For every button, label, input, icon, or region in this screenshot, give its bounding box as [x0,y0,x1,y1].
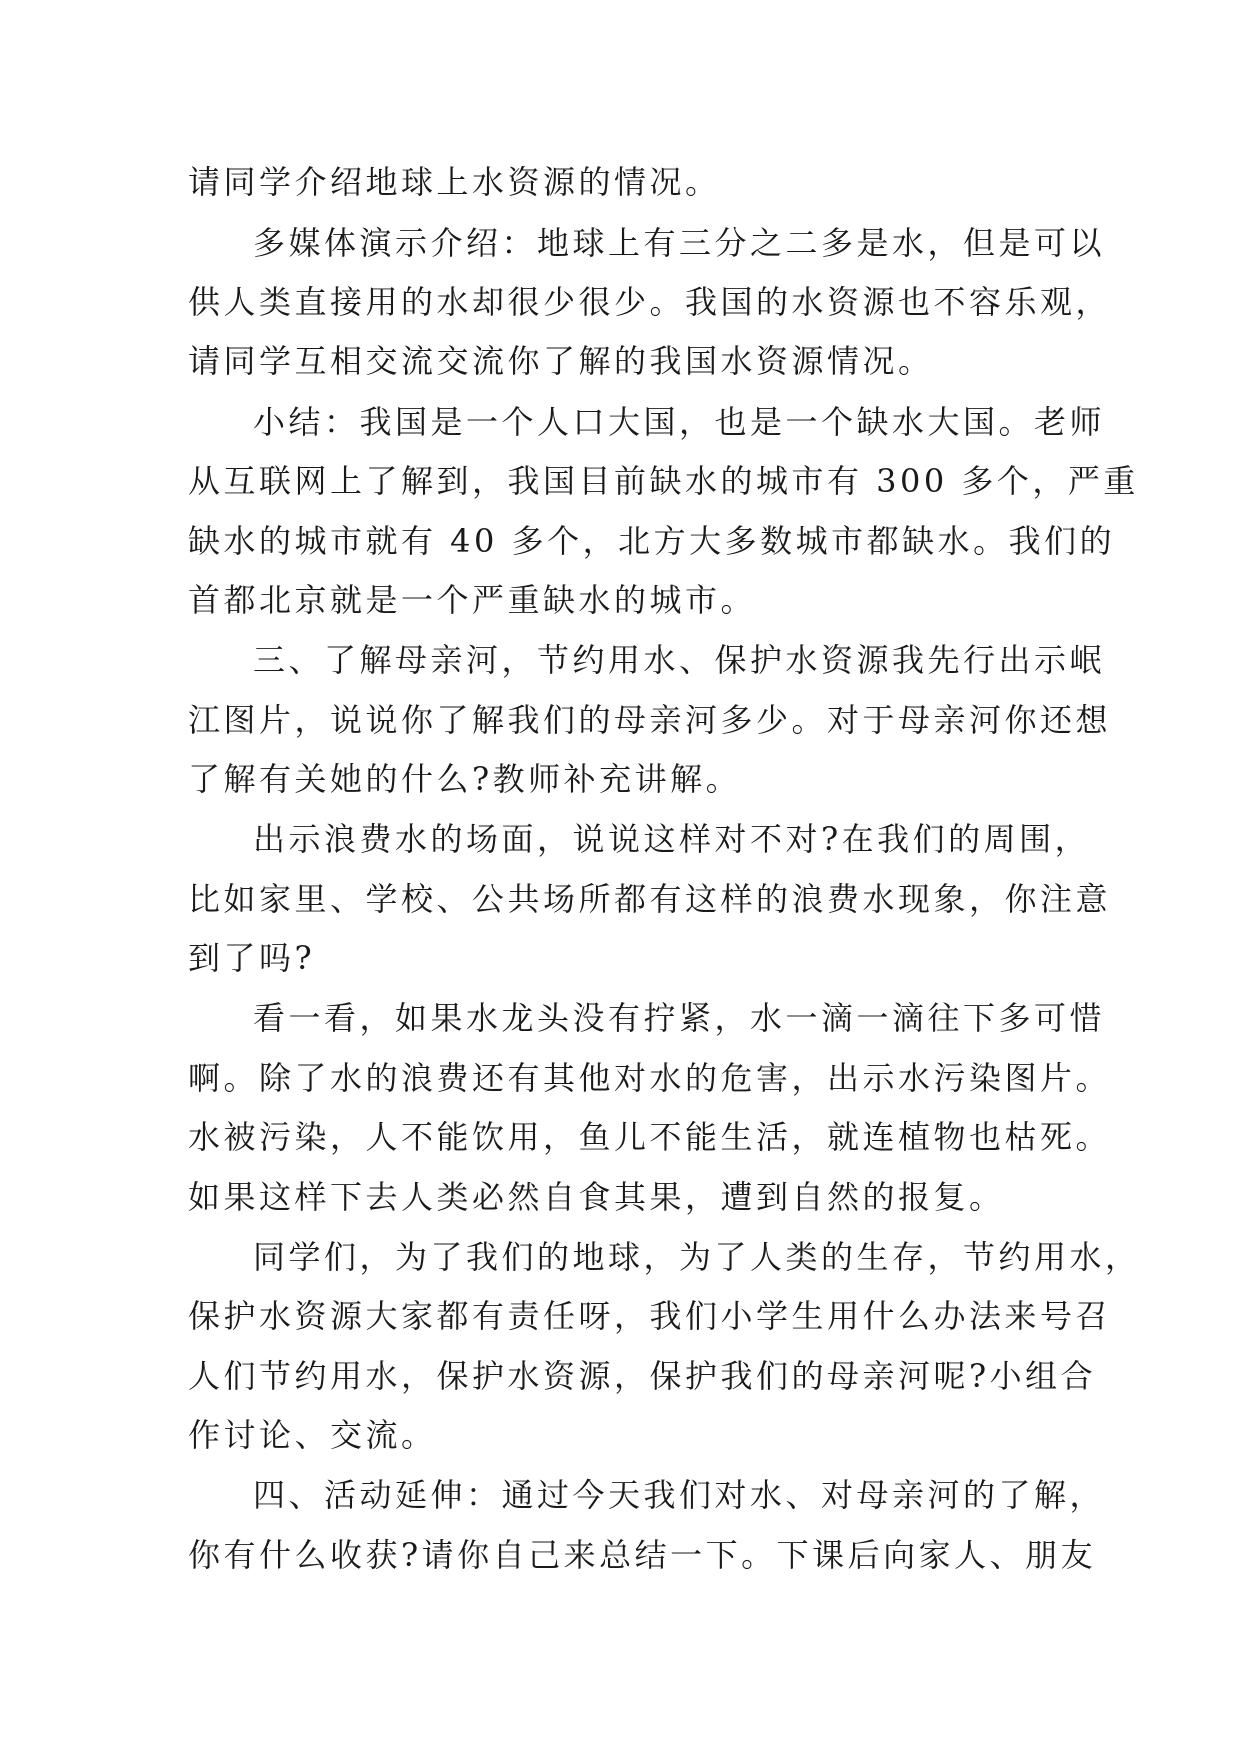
text-line: 请同学互相交流交流你了解的我国水资源情况。 [188,342,934,380]
text-line: 同学们，为了我们的地球，为了人类的生存，节约用水， [253,1238,1141,1276]
text-line: 四、活动延伸：通过今天我们对水、对母亲河的了解， [253,1476,1106,1514]
text-line: 首都北京就是一个严重缺水的城市。 [188,581,757,619]
text-line: 水被污染，人不能饮用，鱼儿不能生活，就连植物也枯死。 [188,1118,1112,1156]
text-line: 看一看，如果水龙头没有拧紧，水一滴一滴往下多可惜 [253,999,1106,1037]
text-line: 比如家里、学校、公共场所都有这样的浪费水现象，你注意 [188,880,1112,918]
text-line: 保护水资源大家都有责任呀，我们小学生用什么办法来号召 [188,1297,1112,1335]
text-line: 小结：我国是一个人口大国，也是一个缺水大国。老师 [253,403,1106,441]
text-line: 请同学介绍地球上水资源的情况。 [188,163,721,201]
text-line: 多媒体演示介绍：地球上有三分之二多是水，但是可以 [253,224,1106,262]
text-line: 从互联网上了解到，我国目前缺水的城市有 300 多个，严重 [188,462,1139,500]
text-line: 三、了解母亲河，节约用水、保护水资源我先行出示岷 [253,641,1106,679]
text-line: 啊。除了水的浪费还有其他对水的危害，出示水污染图片。 [188,1059,1112,1097]
text-line: 了解有关她的什么?教师补充讲解。 [188,760,742,798]
text-line: 到了吗? [188,939,316,977]
text-line: 缺水的城市就有 40 多个，北方大多数城市都缺水。我们的 [188,522,1116,560]
text-line: 江图片，说说你了解我们的母亲河多少。对于母亲河你还想 [188,701,1112,739]
text-line: 作讨论、交流。 [188,1416,437,1454]
text-line: 供人类直接用的水却很少很少。我国的水资源也不容乐观， [188,283,1112,321]
text-line: 人们节约用水，保护水资源，保护我们的母亲河呢?小组合 [188,1357,1097,1395]
text-line: 出示浪费水的场面，说说这样对不对?在我们的周围， [253,820,1091,858]
text-line: 你有什么收获?请你自己来总结一下。下课后向家人、朋友 [188,1536,1097,1574]
text-line: 如果这样下去人类必然自食其果，遭到自然的报复。 [188,1178,1005,1216]
